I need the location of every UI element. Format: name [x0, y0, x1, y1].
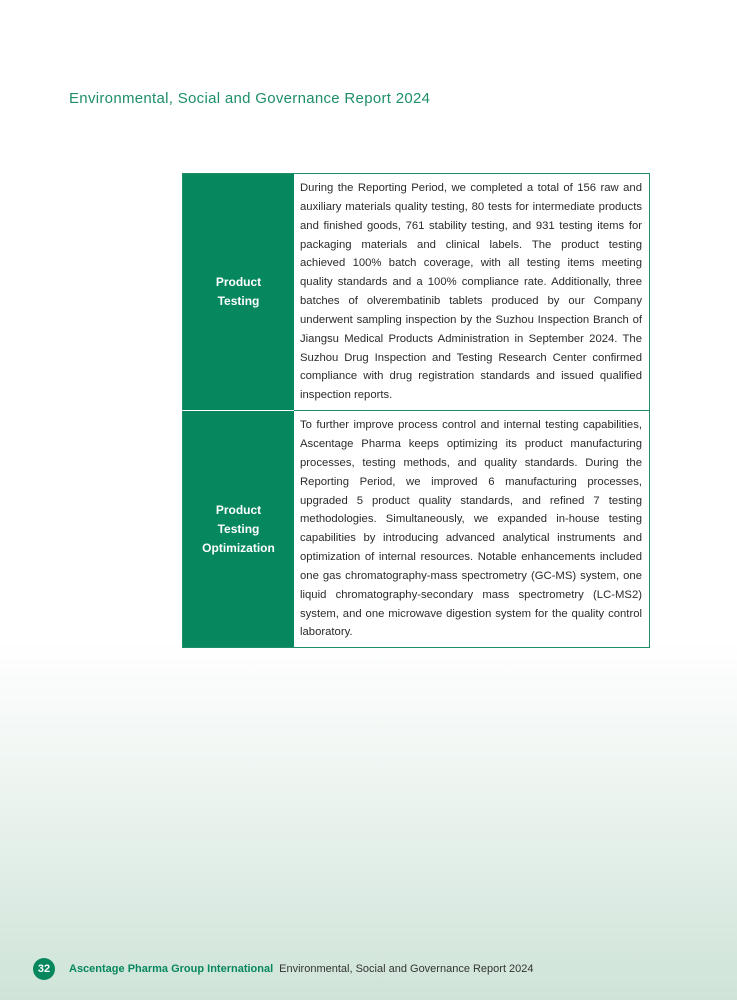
row-text-product-testing-optimization: To further improve process control and internal testing capabilities, Ascentage Pharma keeps optimizing its product manufacturing processes, testing methods, and quality standards. During the Reporting Period, we improved 6 manufacturing processes, upgraded 5 product quality standards, and refined 7 testing methodologies. Simultaneously, we expanded in-house testing capabilities by introducing advanced analytical instruments and optimization of internal resources. Notable enhancements included one gas chromatography-mass spectrometry (GC-MS) system, one liquid chromatography-secondary mass spectrometry (LC-MS2) system, and one microwave digestion system for the quality control laboratory.: [294, 411, 650, 648]
footer-company-name: Ascentage Pharma Group International: [69, 963, 274, 975]
table-row-product-testing-optimization: [183, 411, 650, 648]
product-testing-table: [182, 173, 650, 648]
table-row-product-testing: [183, 174, 650, 411]
row-label-line: Product: [215, 275, 262, 290]
row-label-line: Testing: [217, 521, 260, 536]
footer-report-title: Environmental, Social and Governance Report 2024: [279, 963, 534, 975]
row-text-product-testing: During the Reporting Period, we completed a total of 156 raw and auxiliary materials quality testing, 80 tests for intermediate products and finished goods, 761 stability testing, and 931 testing items for packaging materials and clinical labels. The product testing achieved 100% batch coverage, with all testing items meeting quality standards and a 100% compliance rate. Additionally, three batches of olverembatinib tablets produced by our Company underwent sampling inspection by the Suzhou Inspection Branch of Jiangsu Medical Products Administration in September 2024. The Suzhou Drug Inspection and Testing Research Center confirmed compliance with drug registration standards and issued qualified inspection reports.: [294, 174, 650, 411]
row-label-line: Product: [215, 502, 262, 517]
row-label-line: Testing: [217, 294, 260, 309]
report-header-title: Environmental, Social and Governance Report 2024: [69, 90, 431, 107]
page-footer: [33, 958, 534, 980]
row-label-line: Optimization: [202, 540, 275, 555]
row-label-product-testing-optimization: [183, 411, 295, 648]
row-label-product-testing: [183, 174, 295, 411]
page-number-badge: 32: [33, 958, 55, 980]
